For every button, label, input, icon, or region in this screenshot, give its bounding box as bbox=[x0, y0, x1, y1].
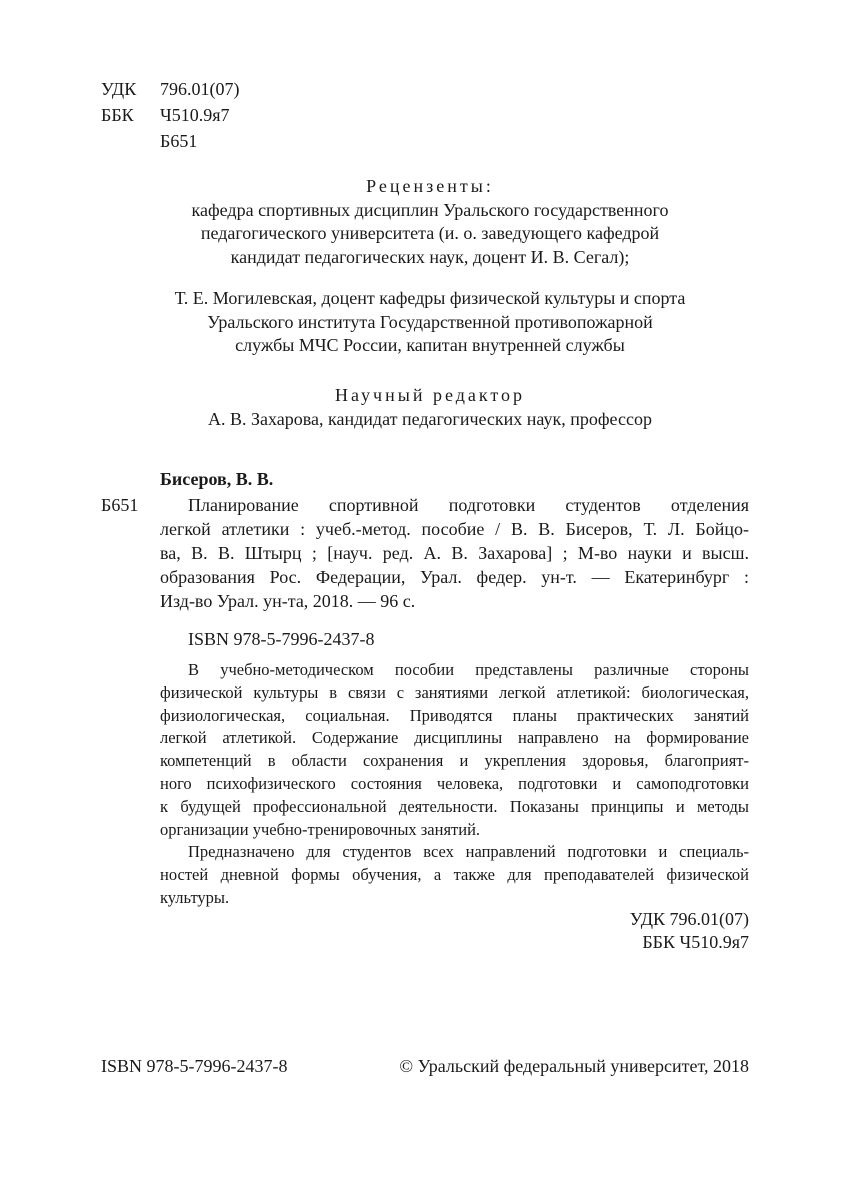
author-sign: Б651 bbox=[160, 131, 198, 151]
footer-copyright: © Уральский федеральный университет, 2018 bbox=[399, 1056, 749, 1076]
bib-line: Планирование спортивной подготовки студентов отделения bbox=[188, 495, 749, 515]
annotation-line: ного психофизического состояния человека, подготовки и самоподготовки bbox=[160, 773, 749, 793]
annotation-line: легкой атлетикой. Содержание дисциплины направлено на формирование bbox=[160, 728, 749, 748]
reviewers-heading: Рецензенты: bbox=[366, 176, 494, 196]
annotation-line: к будущей профессиональной деятельности. Показаны принципы и методы bbox=[160, 796, 749, 816]
annotation-line: культуры. bbox=[160, 887, 230, 907]
annotation-line: организации учебно-тренировочных занятий. bbox=[160, 819, 481, 839]
annotation bbox=[160, 659, 749, 910]
bib-line: образования Рос. Федерации, Урал. федер. ун-т. — Екатеринбург : bbox=[160, 567, 749, 587]
bib-author: Бисеров, В. В. bbox=[160, 469, 274, 489]
reviewer-line: кафедра спортивных дисциплин Уральского государственного bbox=[191, 199, 669, 220]
reviewers-second bbox=[100, 287, 760, 358]
reviewer-line: педагогического университета (и. о. заведующего кафедрой bbox=[200, 223, 660, 243]
udk-label: УДК bbox=[101, 79, 137, 99]
editor-section bbox=[100, 384, 760, 431]
udk-value: 796.01(07) bbox=[160, 79, 240, 99]
footer-isbn: ISBN 978-5-7996-2437-8 bbox=[101, 1056, 288, 1076]
reviewer-line: кандидат педагогических наук, доцент И. В. Сегал); bbox=[230, 246, 630, 267]
bottom-bbk: ББК Ч510.9я7 bbox=[642, 932, 749, 952]
bbk-value: Ч510.9я7 bbox=[160, 105, 230, 125]
annotation-line: компетенций в области сохранения и укрепления здоровья, благоприят- bbox=[160, 751, 749, 771]
annotation-line: ностей дневной формы обучения, а также для преподавателей физической bbox=[160, 865, 749, 885]
bib-isbn: ISBN 978-5-7996-2437-8 bbox=[188, 629, 375, 649]
bbk-label: ББК bbox=[101, 105, 134, 125]
reviewer-line: Т. Е. Могилевская, доцент кафедры физической культуры и спорта bbox=[174, 288, 686, 308]
bottom-udk: УДК 796.01(07) bbox=[629, 909, 749, 929]
annotation-line: физической культуры в связи с занятиями легкой атлетикой: биологическая, bbox=[160, 682, 749, 702]
reviewer-line: службы МЧС России, капитан внутренней службы bbox=[235, 335, 625, 355]
bib-sign: Б651 bbox=[101, 495, 139, 515]
editor-name: А. В. Захарова, кандидат педагогических наук, профессор bbox=[208, 408, 652, 429]
annotation-line: В учебно-методическом пособии представлены различные стороны bbox=[188, 660, 749, 679]
bib-description bbox=[160, 493, 749, 613]
editor-heading: Научный редактор bbox=[334, 385, 526, 405]
bib-line: ва, В. В. Штырц ; [науч. ред. А. В. Захарова] ; М-во науки и высш. bbox=[160, 543, 749, 563]
bib-line: Изд-во Урал. ун-та, 2018. — 96 с. bbox=[160, 591, 416, 611]
annotation-line: физиологическая, социальная. Приводятся планы практических занятий bbox=[160, 705, 749, 725]
bib-line: легкой атлетики : учеб.-метод. пособие / В. В. Бисеров, Т. Л. Бойцо- bbox=[160, 519, 749, 539]
bottom-codes bbox=[500, 908, 749, 954]
reviewers-section bbox=[100, 175, 760, 269]
annotation-line: Предназначено для студентов всех направлений подготовки и специаль- bbox=[188, 842, 749, 862]
reviewer-line: Уральского института Государственной противопожарной bbox=[207, 311, 653, 332]
